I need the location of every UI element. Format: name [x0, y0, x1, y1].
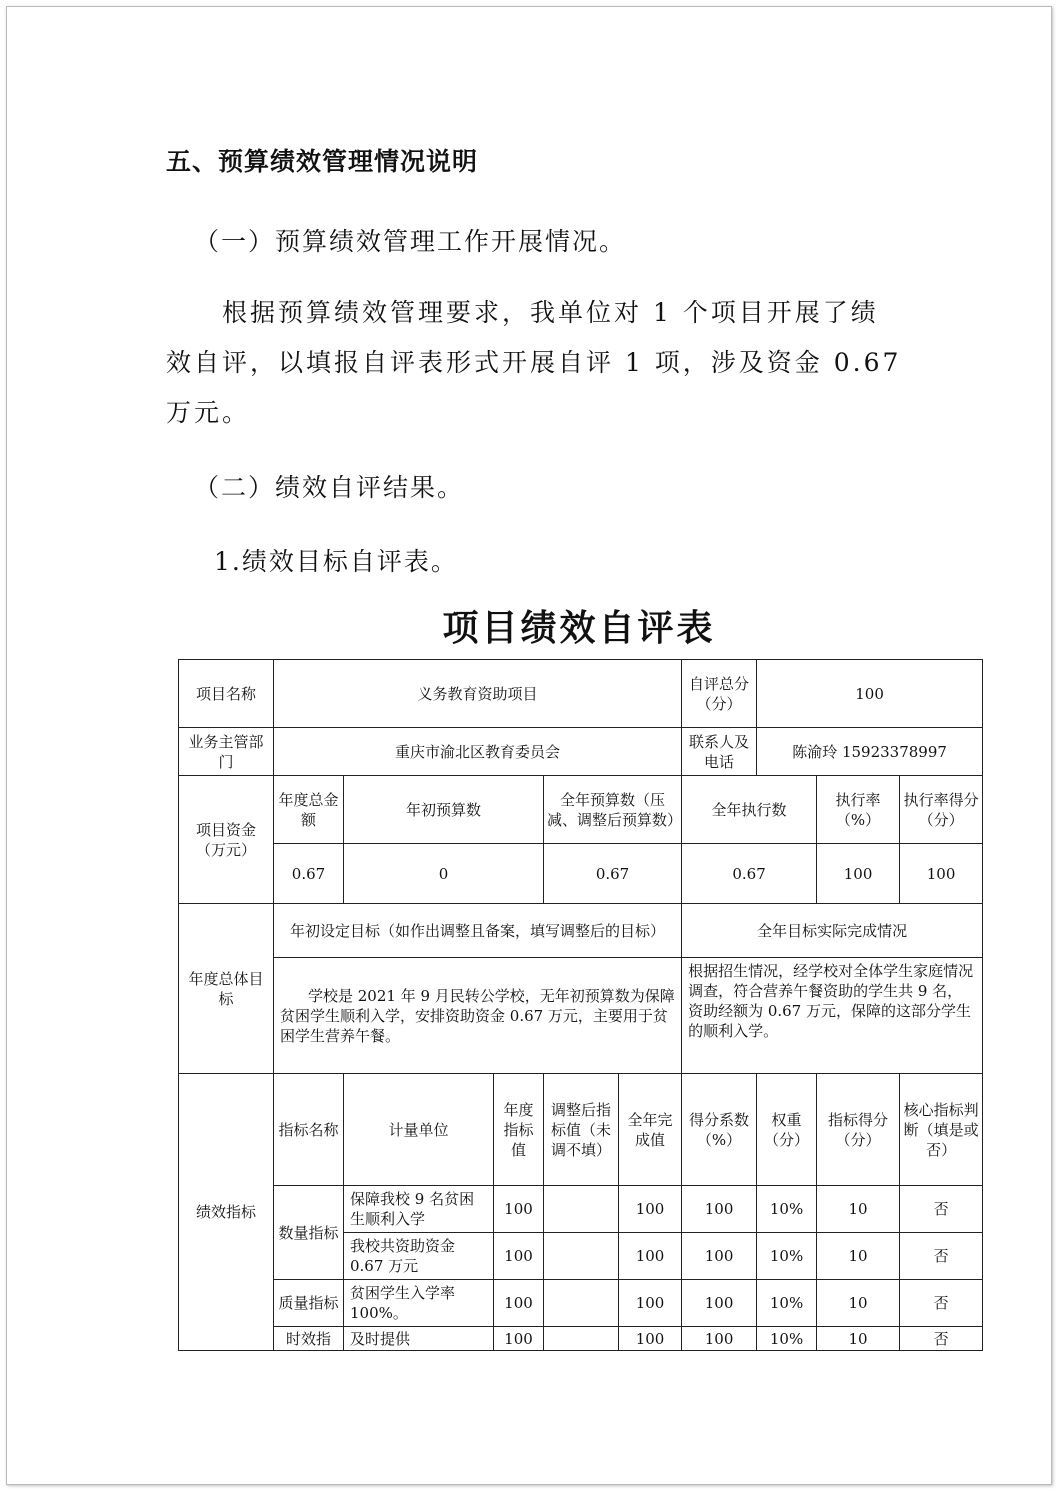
indicator-completed: 100	[619, 1233, 682, 1280]
indicator-score: 10	[817, 1280, 900, 1327]
indicator-coef: 100	[682, 1327, 757, 1351]
performance-table	[178, 659, 983, 1351]
fund-header-total: 年度总金额	[274, 776, 344, 844]
contact: 陈渝玲 15923378997	[757, 728, 983, 776]
goal-label: 年度总体目标	[179, 904, 274, 1074]
indicator-core: 否	[900, 1233, 983, 1280]
goal-set-header: 年初设定目标（如作出调整且备案，填写调整后的目标）	[274, 904, 682, 958]
table-title: 项目绩效自评表	[442, 608, 716, 649]
fund-value-total: 0.67	[274, 844, 344, 904]
indicator-completed: 100	[619, 1280, 682, 1327]
indicator-annual: 100	[494, 1233, 544, 1280]
performance-paragraph: 根据预算绩效管理要求，我单位对 1 个项目开展了绩效自评，以填报自评表形式开展自评 1 项，涉及资金 0.67 万元。	[166, 298, 902, 427]
indicator-header-score: 指标得分（分）	[817, 1074, 900, 1186]
fund-label: 项目资金（万元）	[179, 776, 274, 904]
indicator-adjusted	[544, 1280, 619, 1327]
fund-value-initial: 0	[344, 844, 544, 904]
project-name-label: 项目名称	[179, 660, 274, 728]
indicator-header-coef: 得分系数（%）	[682, 1074, 757, 1186]
indicator-header-completed: 全年完成值	[619, 1074, 682, 1186]
project-name: 义务教育资助项目	[274, 660, 682, 728]
indicator-coef: 100	[682, 1186, 757, 1233]
indicator-score: 10	[817, 1186, 900, 1233]
indicator-score: 10	[817, 1233, 900, 1280]
indicator-label: 绩效指标	[179, 1074, 274, 1351]
fund-header-rate: 执行率（%）	[817, 776, 900, 844]
goal-actual-text: 根据招生情况，经学校对全体学生家庭情况调查，符合营养午餐资助的学生共 9 名，资助经额为 0.67 万元，保障的这部分学生的顺利入学。	[682, 958, 983, 1074]
indicator-annual: 100	[494, 1186, 544, 1233]
indicator-core: 否	[900, 1280, 983, 1327]
fund-header-executed: 全年执行数	[682, 776, 817, 844]
indicator-category-timeliness: 时效指	[274, 1327, 344, 1351]
indicator-unit: 贫困学生入学率 100%。	[344, 1280, 494, 1327]
fund-value-rate: 100	[817, 844, 900, 904]
fund-header-rate-score: 执行率得分（分）	[900, 776, 983, 844]
indicator-unit: 我校共资助资金 0.67 万元	[344, 1233, 494, 1280]
indicator-weight: 10%	[757, 1327, 817, 1351]
dept-label: 业务主管部门	[179, 728, 274, 776]
subsection-1-title: （一）预算绩效管理工作开展情况。	[194, 227, 627, 256]
indicator-adjusted	[544, 1186, 619, 1233]
indicator-category-quantity: 数量指标	[274, 1186, 344, 1280]
contact-label: 联系人及电话	[682, 728, 757, 776]
indicator-category-quality: 质量指标	[274, 1280, 344, 1327]
indicator-annual: 100	[494, 1280, 544, 1327]
subsection-2-title: （二）绩效自评结果。	[194, 473, 465, 502]
item-1-title: 1.绩效目标自评表。	[214, 547, 458, 576]
self-score: 100	[757, 660, 983, 728]
indicator-header-weight: 权重（分）	[757, 1074, 817, 1186]
indicator-completed: 100	[619, 1327, 682, 1351]
indicator-weight: 10%	[757, 1233, 817, 1280]
indicator-weight: 10%	[757, 1186, 817, 1233]
fund-value-adjusted: 0.67	[544, 844, 682, 904]
indicator-annual: 100	[494, 1327, 544, 1351]
indicator-adjusted	[544, 1233, 619, 1280]
indicator-coef: 100	[682, 1233, 757, 1280]
indicator-core: 否	[900, 1186, 983, 1233]
indicator-weight: 10%	[757, 1280, 817, 1327]
indicator-coef: 100	[682, 1280, 757, 1327]
indicator-core: 否	[900, 1327, 983, 1351]
goal-set-text: 学校是 2021 年 9 月民转公学校，无年初预算数为保障贫困学生顺利入学，安排资助资金 0.67 万元，主要用于贫困学生营养午餐。	[274, 958, 682, 1074]
indicator-header-adjusted: 调整后指标值（未调不填）	[544, 1074, 619, 1186]
indicator-unit: 保障我校 9 名贫困生顺利入学	[344, 1186, 494, 1233]
fund-value-rate-score: 100	[900, 844, 983, 904]
indicator-header-name: 指标名称	[274, 1074, 344, 1186]
section-heading: 五、预算绩效管理情况说明	[166, 147, 479, 176]
goal-actual-header: 全年目标实际完成情况	[682, 904, 983, 958]
fund-header-adjusted: 全年预算数（压减、调整后预算数）	[544, 776, 682, 844]
indicator-adjusted	[544, 1327, 619, 1351]
fund-value-executed: 0.67	[682, 844, 817, 904]
fund-header-initial: 年初预算数	[344, 776, 544, 844]
indicator-completed: 100	[619, 1186, 682, 1233]
indicator-header-annual: 年度指标值	[494, 1074, 544, 1186]
dept: 重庆市渝北区教育委员会	[274, 728, 682, 776]
indicator-header-unit: 计量单位	[344, 1074, 494, 1186]
indicator-unit: 及时提供	[344, 1327, 494, 1351]
indicator-header-core: 核心指标判断（填是或否）	[900, 1074, 983, 1186]
indicator-score: 10	[817, 1327, 900, 1351]
self-score-label: 自评总分（分）	[682, 660, 757, 728]
